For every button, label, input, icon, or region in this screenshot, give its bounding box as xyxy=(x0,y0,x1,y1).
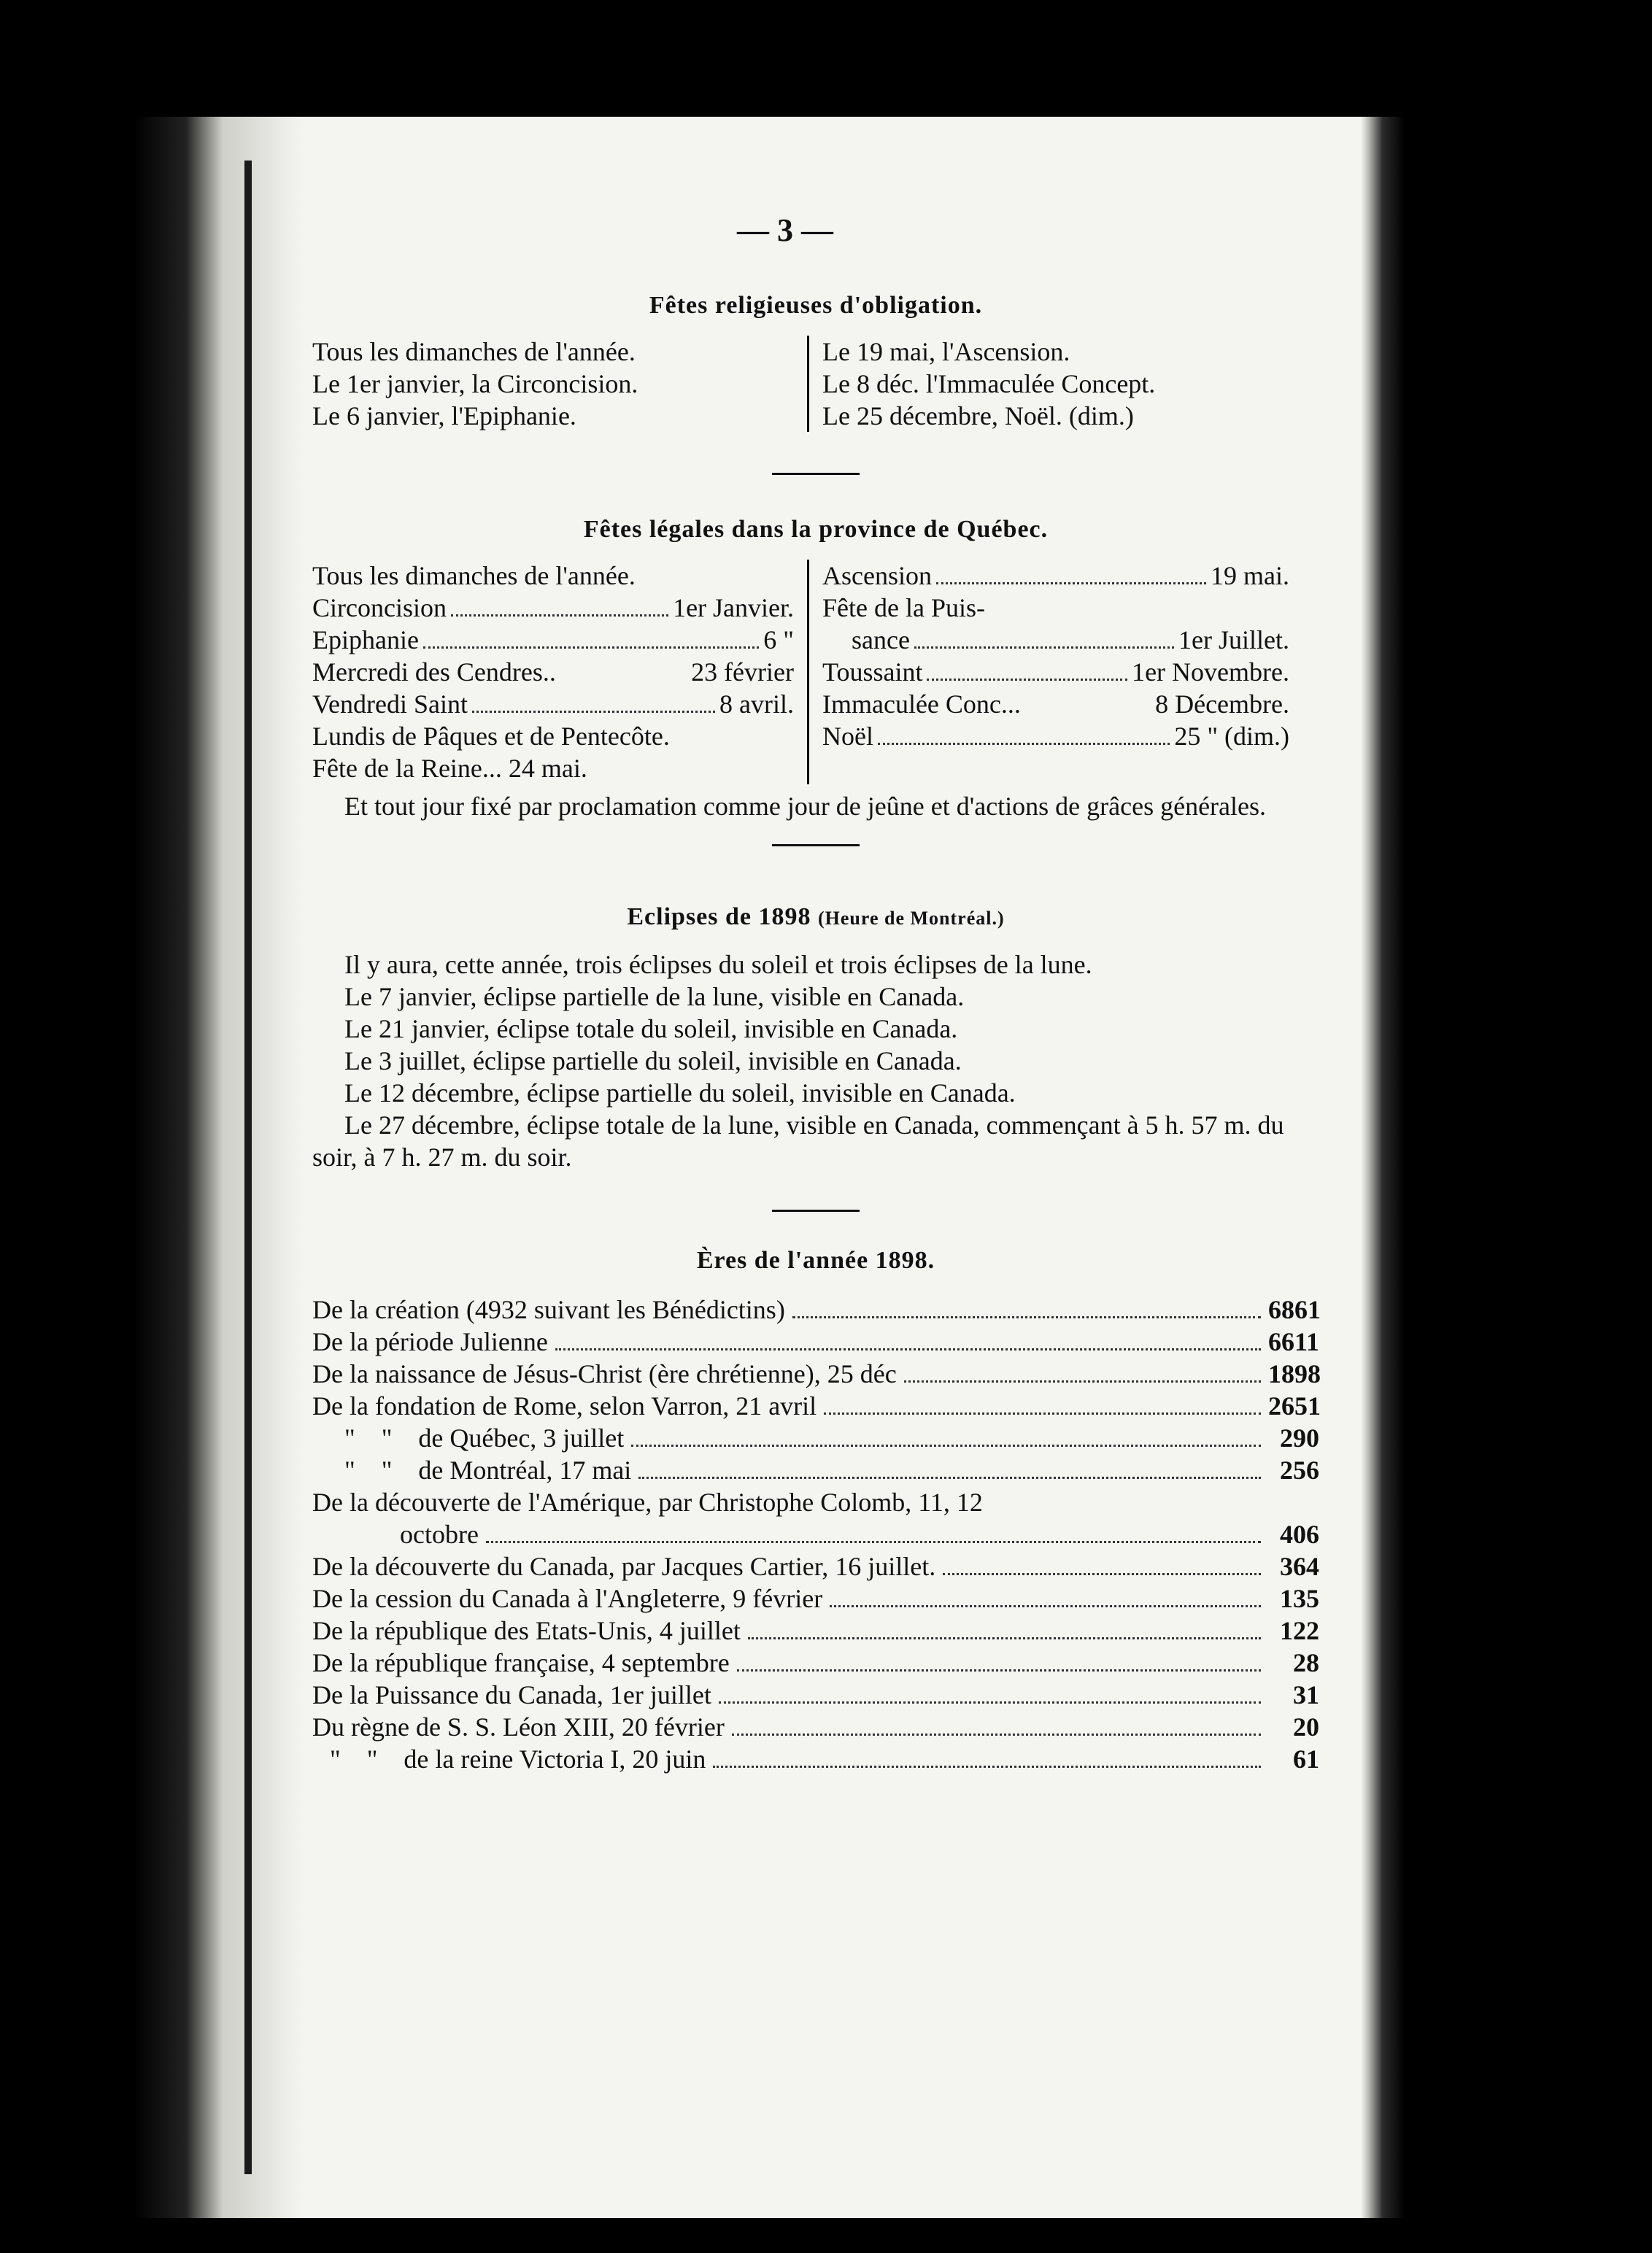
era-row: " " de Québec, 3 juillet 290 xyxy=(344,1423,1319,1453)
religious-left-column xyxy=(312,336,807,432)
section-divider xyxy=(772,844,860,846)
religious-holidays-table xyxy=(312,336,1319,432)
eras-table xyxy=(312,1294,1319,1775)
legal-holidays-table xyxy=(312,560,1319,784)
section-title-legal: Fêtes légales dans la province de Québec. xyxy=(583,516,1049,543)
legal-item: Mercredi des Cendres.. 23 février xyxy=(312,657,794,687)
page-edge xyxy=(1361,117,1405,2218)
era-row: De la découverte de l'Amérique, par Christophe Colomb, 11, 12 xyxy=(312,1488,983,1517)
eclipses-intro: Il y aura, cette année, trois éclipses du soleil et trois éclipses de la lune. xyxy=(344,950,1092,979)
era-row: De la découverte du Canada, par Jacques Cartier, 16 juillet. 364 xyxy=(312,1552,1319,1581)
religious-item: Le 6 janvier, l'Epiphanie. xyxy=(312,401,576,430)
era-row: De la Puissance du Canada, 1er juillet 31 xyxy=(312,1680,1319,1709)
eclipse-line: Le 21 janvier, éclipse totale du soleil, invisible en Canada. xyxy=(344,1014,958,1043)
eclipse-line: Le 12 décembre, éclipse partielle du soleil, invisible en Canada. xyxy=(344,1078,1016,1108)
era-row: " " de la reine Victoria I, 20 juin 61 xyxy=(330,1744,1319,1774)
eclipse-line: Le 27 décembre, éclipse totale de la lune, visible en Canada, commençant à 5 h. 57 m. du soir, à 7 h. 27 m. du soir. xyxy=(312,1110,1284,1172)
eclipses-title: Eclipses de 1898 xyxy=(627,903,811,930)
section-title-religious: Fêtes religieuses d'obligation. xyxy=(649,292,983,319)
era-row: De la cession du Canada à l'Angleterre, 9 février 135 xyxy=(312,1584,1319,1613)
eclipse-line: Le 7 janvier, éclipse partielle de la lune, visible en Canada. xyxy=(344,982,965,1011)
religious-item: Le 25 décembre, Noël. (dim.) xyxy=(822,401,1134,430)
era-row: De la république des Etats-Unis, 4 juillet 122 xyxy=(312,1616,1319,1645)
era-row: De la fondation de Rome, selon Varron, 21 avril 2651 xyxy=(312,1391,1321,1421)
era-row: De la période Julienne 6611 xyxy=(312,1327,1320,1356)
legal-left-column xyxy=(312,560,807,784)
legal-right-column xyxy=(807,560,1289,784)
legal-item: Immaculée Conc... 8 Décembre. xyxy=(822,689,1289,719)
legal-item: Lundis de Pâques et de Pentecôte. xyxy=(312,722,670,751)
era-row: De la naissance de Jésus-Christ (ère chrétienne), 25 déc 1898 xyxy=(312,1359,1321,1388)
legal-item: Fête de la Puis- xyxy=(822,593,985,622)
legal-item: Noël 25 " (dim.) xyxy=(822,722,1289,751)
legal-item: Fête de la Reine... 24 mai. xyxy=(312,754,587,783)
legal-item: Circoncision 1er Janvier. xyxy=(312,593,794,622)
religious-item: Le 1er janvier, la Circoncision. xyxy=(312,369,638,398)
legal-item: Vendredi Saint 8 avril. xyxy=(312,689,794,719)
religious-right-column xyxy=(807,336,1155,432)
era-row: " " de Montréal, 17 mai 256 xyxy=(344,1456,1319,1485)
legal-item: Toussaint 1er Novembre. xyxy=(822,657,1289,687)
page-content xyxy=(312,212,1319,1775)
religious-item: Le 19 mai, l'Ascension. xyxy=(822,337,1070,366)
legal-item: sance 1er Juillet. xyxy=(852,625,1289,654)
religious-item: Le 8 déc. l'Immaculée Concept. xyxy=(822,369,1156,398)
religious-item: Tous les dimanches de l'année. xyxy=(312,337,636,366)
era-row: De la république française, 4 septembre 28 xyxy=(312,1648,1319,1677)
section-title-eras: Ères de l'année 1898. xyxy=(696,1247,935,1274)
era-row: De la création (4932 suivant les Bénédictins) 6861 xyxy=(312,1295,1321,1324)
era-row: octobre 406 xyxy=(400,1520,1319,1549)
section-title-eclipses xyxy=(312,903,1319,931)
eclipse-line: Le 3 juillet, éclipse partielle du soleil, invisible en Canada. xyxy=(344,1046,962,1075)
section-divider xyxy=(772,1210,860,1212)
page-number: — 3 — xyxy=(737,212,833,248)
section-divider xyxy=(772,473,860,475)
legal-item: Ascension 19 mai. xyxy=(822,561,1289,590)
legal-item: Tous les dimanches de l'année. xyxy=(312,561,636,590)
legal-item: Epiphanie 6 " xyxy=(312,625,794,654)
page-binding xyxy=(135,117,303,2218)
eclipses-subtitle: (Heure de Montréal.) xyxy=(818,908,1005,929)
legal-note: Et tout jour fixé par proclamation comme jour de jeûne et d'actions de grâces générales. xyxy=(344,792,1267,821)
era-row: Du règne de S. S. Léon XIII, 20 février 20 xyxy=(312,1712,1319,1742)
